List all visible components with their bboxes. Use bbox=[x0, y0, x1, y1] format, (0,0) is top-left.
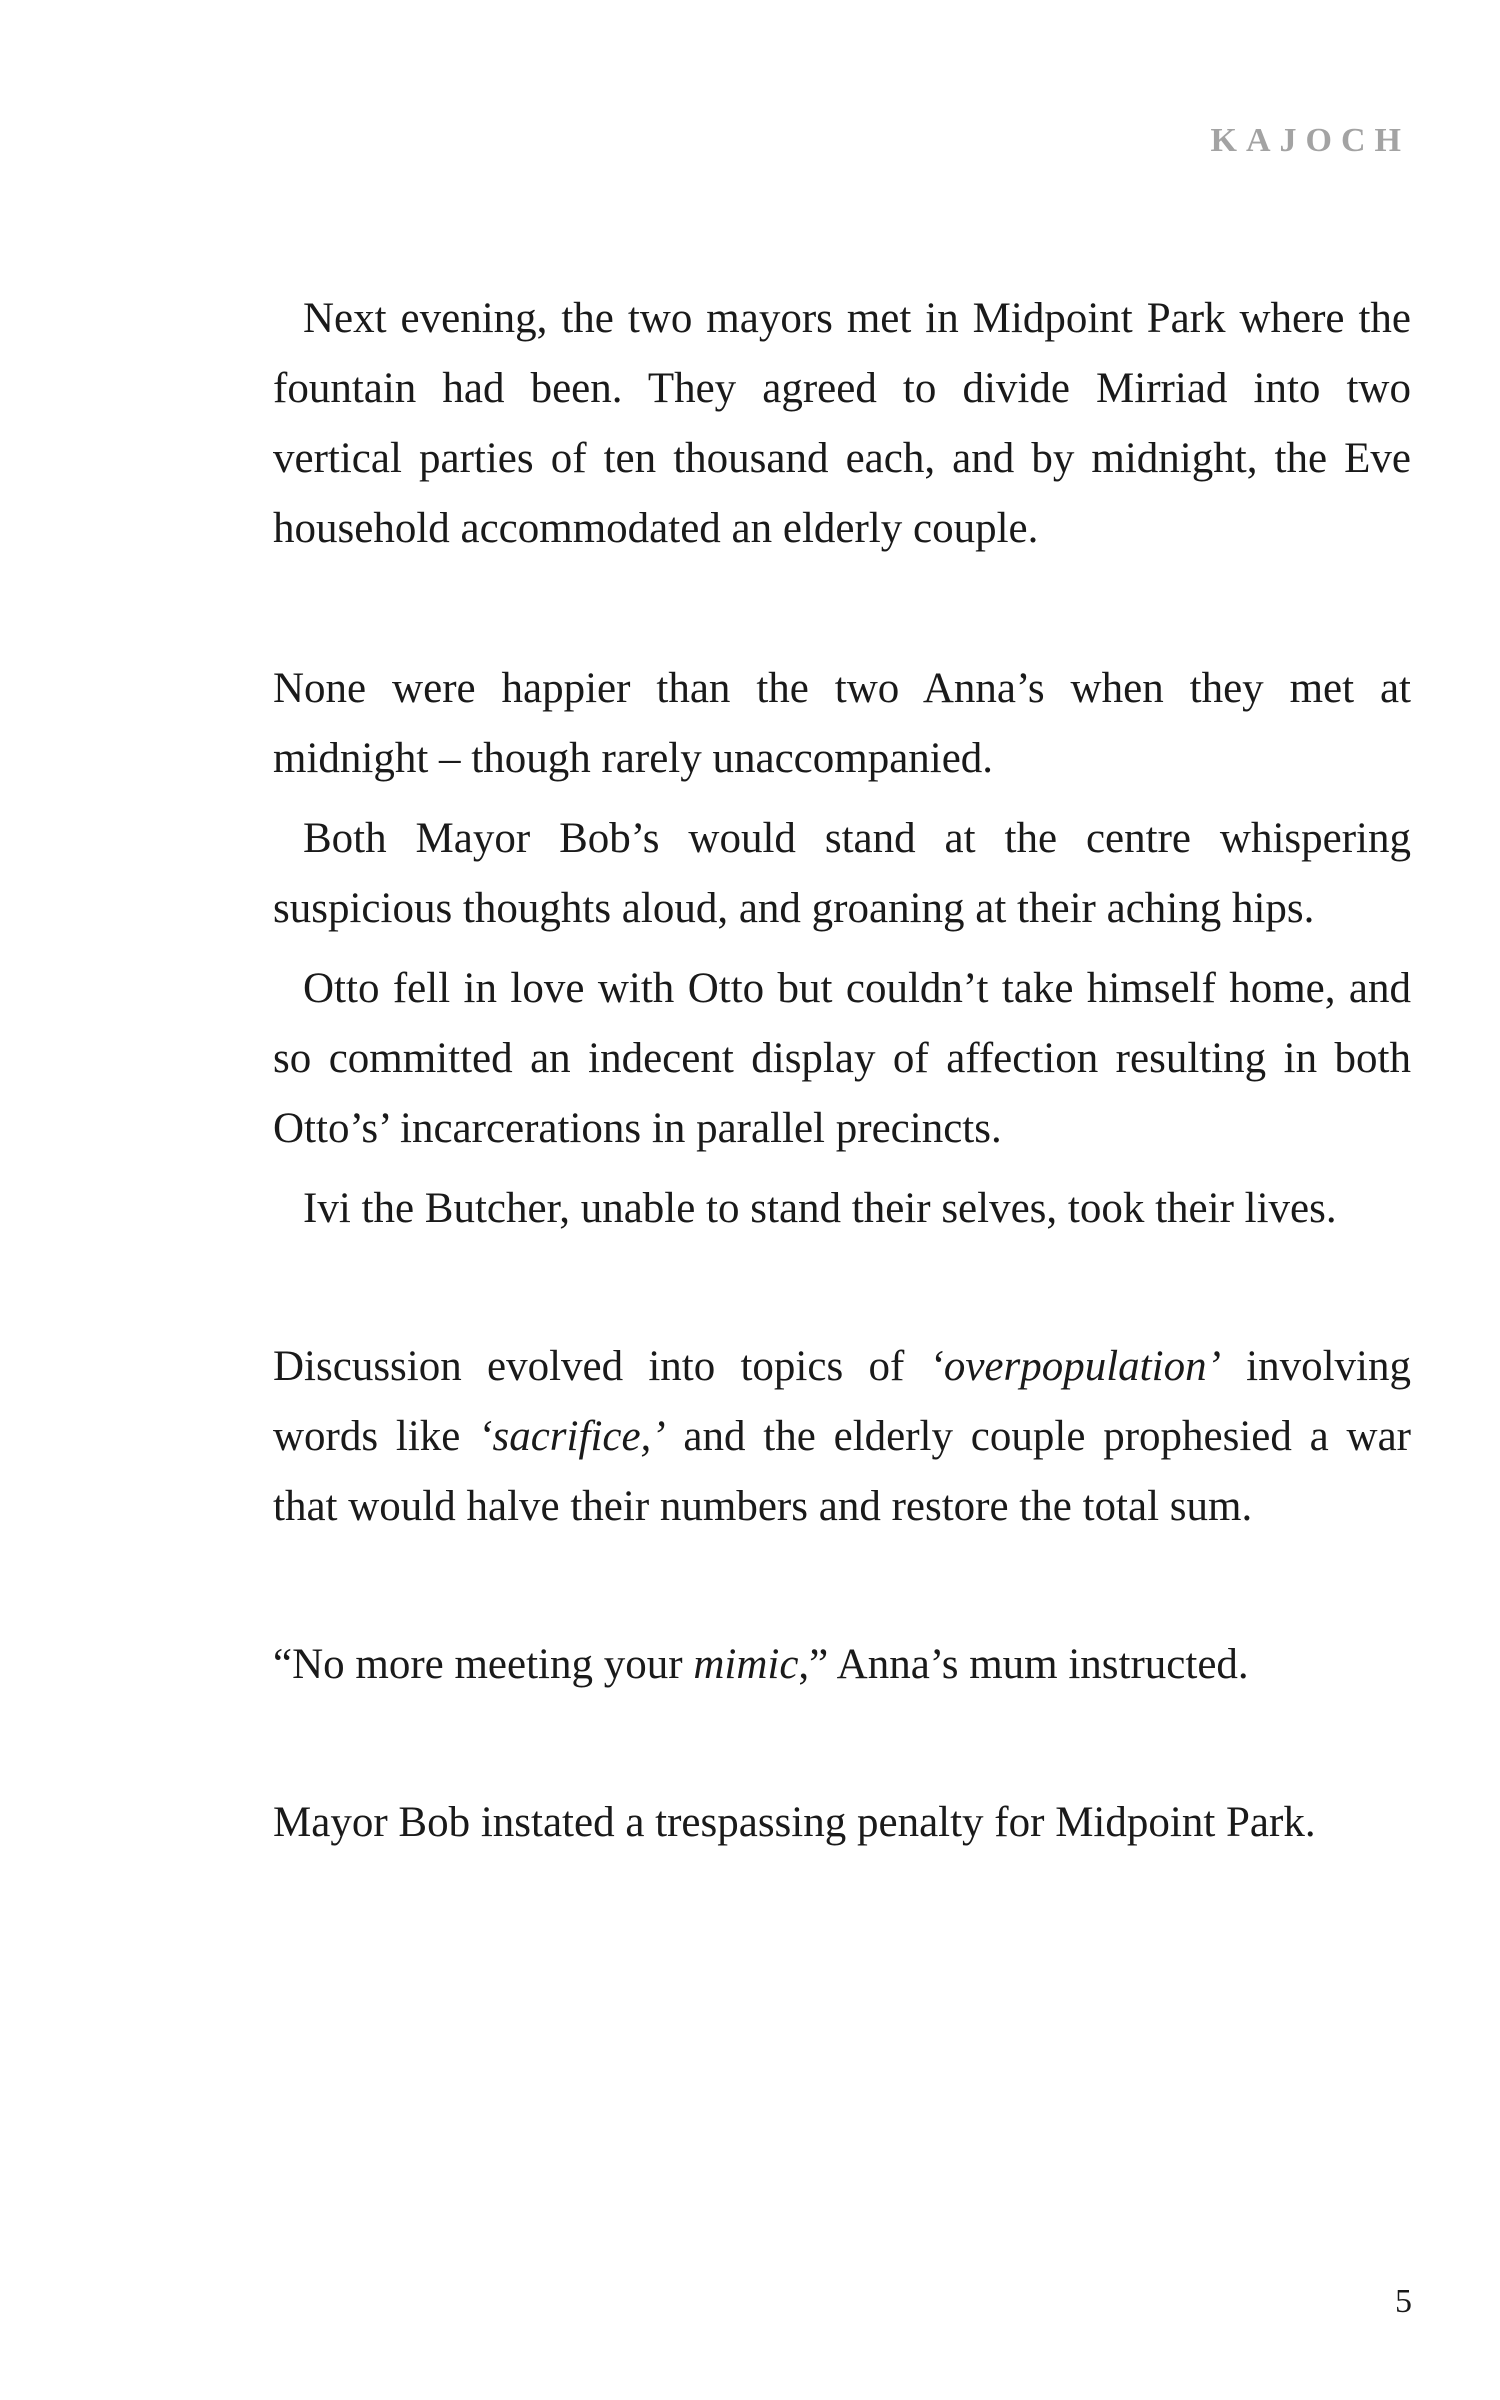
body-text bbox=[273, 284, 1411, 1858]
paragraph-6 bbox=[273, 1332, 1411, 1542]
paragraph-2: None were happier than the two Anna’s when they met at midnight – though rarely unaccompanied. bbox=[273, 665, 1411, 782]
paragraph-8: Mayor Bob instated a trespassing penalty for Midpoint Park. bbox=[273, 1799, 1316, 1846]
paragraph-6-italic-1: ‘overpopulation’ bbox=[929, 1343, 1221, 1390]
paragraph-6-text-3: and the elderly couple prophesied a war that would halve their numbers and restore the total sum. bbox=[273, 1413, 1411, 1530]
paragraph-3: Both Mayor Bob’s would stand at the centre whispering suspicious thoughts aloud, and groaning at their aching hips. bbox=[273, 815, 1411, 932]
paragraph-7-text-1: “No more meeting your bbox=[273, 1641, 694, 1688]
paragraph-7 bbox=[273, 1630, 1411, 1700]
running-head: KAJOCH bbox=[1210, 122, 1410, 159]
paragraph-6-text-2: involving words like bbox=[273, 1343, 1411, 1460]
paragraph-7-italic: mimic bbox=[693, 1641, 799, 1688]
paragraph-6-text-1: Discussion evolved into topics of bbox=[273, 1343, 930, 1390]
paragraph-6-italic-2: ‘sacrifice,’ bbox=[478, 1413, 666, 1460]
paragraph-7-text-2: ,” Anna’s mum instructed. bbox=[798, 1641, 1249, 1688]
page-number: 5 bbox=[1395, 2283, 1412, 2320]
paragraph-5: Ivi the Butcher, unable to stand their selves, took their lives. bbox=[303, 1185, 1337, 1232]
paragraph-4: Otto fell in love with Otto but couldn’t take himself home, and so committed an indecent display of affection resulting in both Otto’s’ incarcerations in parallel precincts. bbox=[273, 965, 1411, 1152]
paragraph-1: Next evening, the two mayors met in Midpoint Park where the fountain had been. They agreed to divide Mirriad into two vertical parties of ten thousand each, and by midnight, the Eve household accommodated an elderly couple. bbox=[273, 295, 1411, 552]
